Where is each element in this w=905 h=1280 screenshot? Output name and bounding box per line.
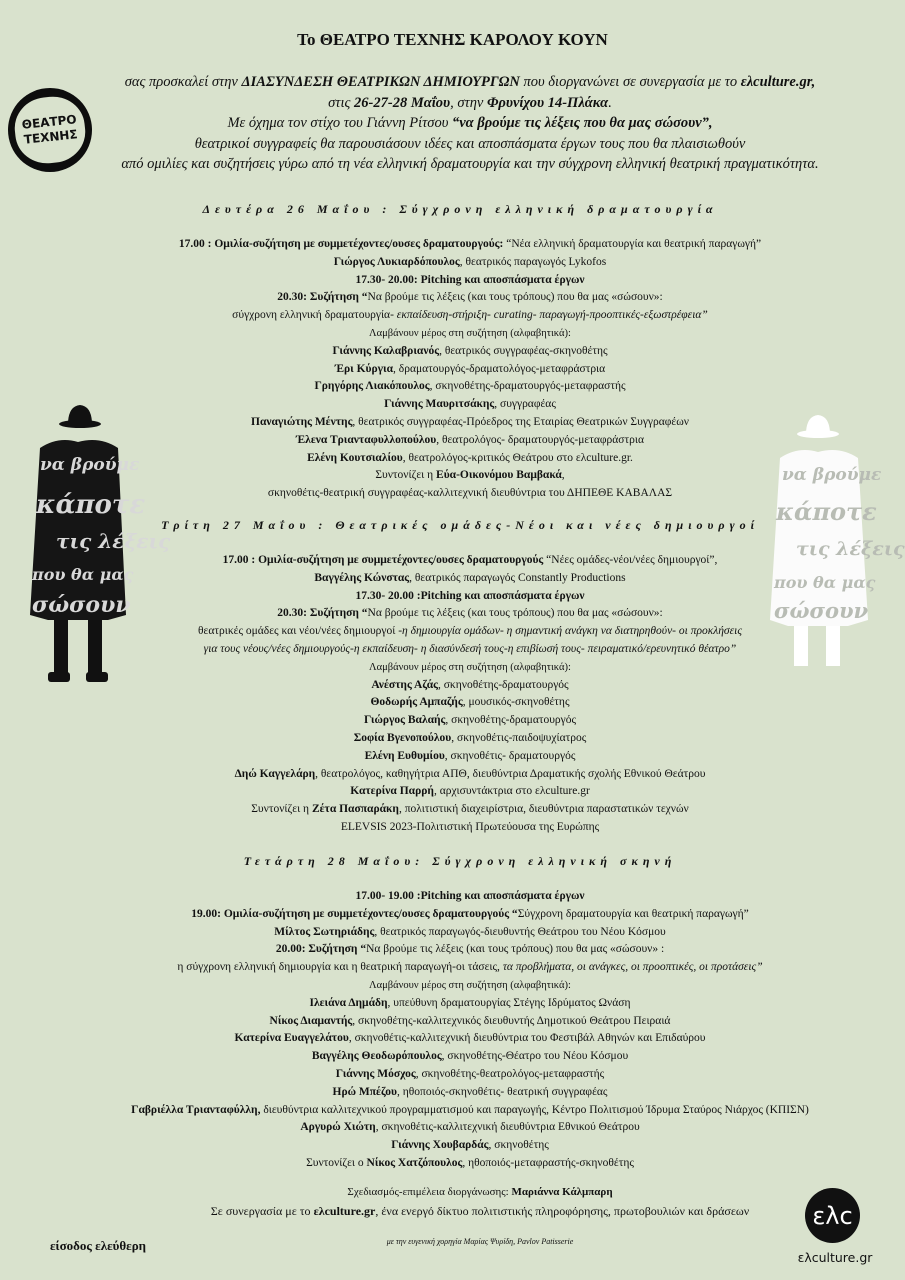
- program-line: [90, 570, 850, 588]
- day-3-heading: Τετάρτη 28 Μαΐου: Σύγχρονη ελληνική σκηνή: [243, 854, 677, 868]
- elculture-site-label: ελculture.gr: [797, 1250, 873, 1265]
- text-segment: “Νέες ομάδες-νέοι/νέες δημιουργοί”,: [543, 554, 718, 566]
- text-segment: Δηώ Καγγελάρη: [234, 767, 316, 780]
- text-segment: Μίλτος Σωτηριάδης: [274, 925, 375, 938]
- text-segment: , σκηνοθέτις-παιδοψυχίατρος: [451, 731, 587, 744]
- text-segment: , θεατρικός συγγραφέας-σκηνοθέτης: [439, 344, 608, 357]
- left-coat-text-5: σώσουν: [32, 592, 131, 618]
- program-line: [90, 766, 850, 784]
- text-segment: , πολιτιστική διαχειρίστρια, διευθύντρια παραστατικών τεχνών: [398, 803, 689, 816]
- program-line: [90, 1030, 850, 1048]
- text-segment: , σκηνοθέτις-καλλιτεχνική διευθύντρια του Φεστιβάλ Αθηνών και Επιδαύρου: [348, 1032, 706, 1045]
- text-segment: για τους νέους/νέες δημιουργούς-η εκπαίδευση- η διασύνδεσή τους-η επιβίωσή τους- πειραματικό/ερευνητικό θέατρο”: [203, 642, 737, 655]
- text-segment: διευθύντρια καλλιτεχνικού προγραμματισμού και παραγωγής, Κέντρο Πολιτισμού Ίδρυμα Σταύρος Νιάρχος (ΚΠΙΣΝ): [263, 1103, 809, 1116]
- text-segment: 20.30: Συζήτηση “: [277, 607, 368, 620]
- text-segment: , ηθοποιός-μεταφραστής-σκηνοθέτης: [462, 1156, 634, 1169]
- text-segment: Συντονίζει η: [251, 803, 312, 816]
- text-segment: Μαριάννα Κάλμπαρη: [511, 1186, 613, 1198]
- text-segment: Σε συνεργασία με το: [210, 1204, 314, 1218]
- text-segment: , σκηνοθέτης-δραματουργός: [437, 678, 569, 691]
- right-coat-text-4: που θα μας: [774, 573, 876, 592]
- text-segment: θεατρικές ομάδες και νέοι/νέες δημιουργοί -: [198, 625, 403, 638]
- design-credit: [150, 1186, 810, 1198]
- program-line: [90, 1102, 850, 1120]
- text-segment: εκπαίδευση-στήριξη- curating- παραγωγή-προοπτικές-εξωστρέφεια”: [396, 309, 708, 322]
- sponsor-credit: με την ευγενική χορηγία Μαρίας Ψυρίδη, Pavlov Patisserie: [386, 1237, 574, 1246]
- program-line: [90, 730, 850, 748]
- program-line: [90, 819, 850, 837]
- text-segment: Λαμβάνουν μέρος στη συζήτηση (αλφαβητικά):: [369, 327, 571, 339]
- program-line: [90, 289, 850, 307]
- program-line: [90, 552, 850, 570]
- intro-line-3: Με όχημα τον στίχο του Γιάννη Ρίτσου “να βρούμε τις λέξεις που θα μας σώσουν”,: [227, 115, 713, 131]
- logo-line-2: ΤΕΧΝΗΣ: [23, 127, 79, 147]
- text-segment: , σκηνοθέτης-δραματουργός: [445, 714, 577, 727]
- program-line: [90, 1066, 850, 1084]
- text-segment: “Νέα ελληνική δραματουργία και θεατρική παραγωγή”: [503, 238, 762, 250]
- text-segment: Κατερίνα Παρρή: [350, 785, 434, 798]
- program-line: [90, 906, 850, 924]
- program-line: [90, 623, 850, 641]
- day-1-program: [90, 236, 850, 503]
- text-segment: , θεατρολόγος-κριτικός Θεάτρου στο ελculture.gr.: [402, 451, 633, 464]
- text-segment: Νίκος Διαμαντής: [269, 1014, 353, 1027]
- intro-text: [70, 72, 870, 175]
- text-segment: Σύγχρονη δραματουργία και θεατρική παραγωγή”: [517, 907, 749, 920]
- text-segment: , σκηνοθέτης-καλλιτεχνικός διευθυντής Δημοτικού Θεάτρου Πειραιά: [352, 1014, 671, 1027]
- text-segment: 19.00: Ομιλία-συζήτηση με συμμετέχοντες/ουσες δραματουργούς “: [191, 907, 518, 920]
- text-segment: 17.30- 20.00 :Pitching και αποσπάσματα έργων: [355, 589, 585, 602]
- text-segment: , αρχισυντάκτρια στο ελculture.gr: [433, 785, 590, 798]
- text-segment: 17.00- 19.00 :Pitching και αποσπάσματα έργων: [355, 890, 585, 902]
- text-segment: Γιάννης Χουβαρδάς: [391, 1139, 489, 1152]
- day-2-program: [90, 552, 850, 837]
- text-segment: Ανέστης Αζάς: [371, 678, 438, 691]
- page-title: Το ΘΕΑΤΡΟ ΤΕΧΝΗΣ ΚΑΡΟΛΟΥ ΚΟΥΝ: [297, 30, 608, 49]
- program-line: [90, 307, 850, 325]
- text-segment: Λαμβάνουν μέρος στη συζήτηση (αλφαβητικά):: [369, 661, 571, 673]
- program-line: [90, 924, 850, 942]
- right-coat-text-1: να βρούμε: [782, 465, 882, 485]
- program-line: [90, 959, 850, 977]
- intro-line-5: από ομιλίες και συζητήσεις γύρω από τη νέα ελληνική δραματουργία και την σύγχρονη ελληνική θεατρική πραγματικότητα.: [121, 156, 819, 172]
- text-segment: , θεατρικός συγγραφέας-Πρόεδρος της Εταιρίας Θεατρικών Συγγραφέων: [352, 415, 689, 428]
- intro-line-4: θεατρικοί συγγραφείς θα παρουσιάσουν ιδέες και αποσπάσματα έργων τους που θα πλαισιωθούν: [194, 135, 746, 152]
- program-line: [90, 396, 850, 414]
- text-segment: Βαγγέλης Θεοδωρόπουλος: [311, 1050, 442, 1063]
- program-line: [90, 1119, 850, 1137]
- day-1-heading: Δευτέρα 26 Μαΐου : Σύγχρονη ελληνική δραματουργία: [202, 202, 718, 216]
- program-line: [90, 941, 850, 959]
- left-coat-text-2: κάποτε: [36, 490, 146, 520]
- text-segment: Ζέτα Πασπαράκη: [311, 803, 399, 816]
- text-segment: , θεατρικός παραγωγός-διευθυντής Θεάτρου του Νέου Κόσμου: [374, 925, 666, 938]
- text-segment: 17.00 : Ομιλία-συζήτηση με συμμετέχοντες/ουσες δραματουργούς: [222, 554, 544, 566]
- program-line: [90, 254, 850, 272]
- text-segment: 17.00 : Ομιλία-συζήτηση με συμμετέχοντες/ουσες δραματουργούς:: [178, 238, 504, 250]
- program-line: [90, 641, 850, 659]
- text-segment: τα προβλήματα, οι ανάγκες, οι προοπτικές, οι προτάσεις”: [502, 961, 763, 974]
- text-segment: Να βρούμε τις λέξεις (και τους τρόπους) που θα μας «σώσουν»:: [367, 607, 663, 620]
- text-segment: ελculture.gr: [313, 1204, 376, 1218]
- text-segment: Συντονίζει ο: [306, 1156, 367, 1169]
- text-segment: , υπεύθυνη δραματουργίας Στέγης Ιδρύματος Ωνάση: [387, 996, 631, 1009]
- text-segment: Κατερίνα Ευαγγελάτου: [234, 1032, 349, 1045]
- left-coat-text-4: που θα μας: [32, 565, 134, 584]
- program-line: [90, 588, 850, 606]
- intro-line-2: στις 26-27-28 Μαΐου, στην Φρυνίχου 14-Πλάκα.: [328, 94, 612, 111]
- text-segment: , σκηνοθέτης-θεατρολόγος-μεταφραστής: [415, 1067, 605, 1080]
- text-segment: , συγγραφέας: [494, 398, 556, 411]
- text-segment: Σοφία Βγενοπούλου: [353, 731, 452, 744]
- text-segment: Να βρούμε τις λέξεις (και τους τρόπους) που θα μας «σώσουν»:: [367, 291, 663, 304]
- text-segment: Έρι Κύργια: [334, 362, 394, 375]
- text-segment: Αργυρώ Χιώτη: [300, 1121, 376, 1134]
- intro-line-1: σας προσκαλεί στην ΔΙΑΣΥΝΔΕΣΗ ΘΕΑΤΡΙΚΩΝ ΔΗΜΙΟΥΡΓΩΝ που διοργανώνει σε συνεργασία με το ελculture.gr,: [124, 74, 816, 90]
- text-segment: Να βρούμε τις λέξεις (και τους τρόπους) που θα μας «σώσουν» :: [366, 943, 665, 956]
- text-segment: , σκηνοθέτης: [488, 1139, 549, 1152]
- text-segment: Γιώργος Λυκιαρδόπουλος: [333, 255, 460, 268]
- program-line: [90, 977, 850, 995]
- text-segment: Συντονίζει η: [375, 469, 437, 482]
- text-segment: ΕLEVSIS 2023-Πολιτιστική Πρωτεύουσα της Ευρώπης: [340, 820, 600, 833]
- text-segment: , σκηνοθέτης-δραματουργός-μεταφραστής: [429, 380, 626, 393]
- text-segment: Έλενα Τριανταφυλλοπούλου: [296, 433, 437, 446]
- text-segment: Σχεδιασμός-επιμέλεια διοργάνωσης:: [347, 1186, 512, 1198]
- left-coat-text-3: τις λέξεις: [56, 529, 171, 553]
- program-line: [90, 1137, 850, 1155]
- text-segment: , σκηνοθέτης-Θέατρο του Νέου Κόσμου: [441, 1050, 629, 1063]
- program-line: [90, 783, 850, 801]
- day-2-heading: Τρίτη 27 Μαΐου : Θεατρικές ομάδες-Νέοι και νέες δημιουργοί: [161, 518, 759, 532]
- program-line: [90, 272, 850, 290]
- text-segment: , σκηνοθέτις-καλλιτεχνική διευθύντρια Εθνικού Θεάτρου: [375, 1121, 640, 1134]
- text-segment: Γιάννης Μαυριτσάκης: [384, 398, 495, 411]
- text-segment: 20.30: Συζήτηση “: [277, 291, 368, 304]
- program-line: [90, 677, 850, 695]
- day-3-program: [90, 888, 850, 1173]
- program-line: [90, 748, 850, 766]
- program-line: [90, 694, 850, 712]
- text-segment: , θεατρολόγος- δραματουργός-μεταφράστρια: [436, 433, 644, 446]
- text-segment: , ηθοποιός-σκηνοθέτις- θεατρική συγγραφέας: [397, 1085, 608, 1098]
- program-line: [90, 1048, 850, 1066]
- text-segment: , ένα ενεργό δίκτυο πολιτιστικής πληροφόρησης, πρωτοβουλιών και δράσεων: [375, 1204, 750, 1218]
- logo-line-1: ΘΕΑΤΡΟ: [21, 112, 78, 132]
- text-segment: η σύγχρονη ελληνική δημιουργία και η θεατρική παραγωγή-οι τάσεις,: [177, 961, 503, 974]
- program-line: [90, 801, 850, 819]
- text-segment: Βαγγέλης Κώνστας: [314, 571, 410, 584]
- program-line: [90, 325, 850, 343]
- program-line: [90, 450, 850, 468]
- text-segment: Ιλειάνα Δημάδη: [309, 996, 388, 1009]
- text-segment: ,: [561, 469, 565, 482]
- text-segment: Γαβριέλλα Τριανταφύλλη,: [131, 1103, 264, 1116]
- text-segment: , δραματουργός-δραματολόγος-μεταφράστρια: [393, 362, 606, 375]
- text-segment: Λαμβάνουν μέρος στη συζήτηση (αλφαβητικά):: [369, 979, 571, 991]
- text-segment: σύγχρονη ελληνική δραματουργία-: [232, 309, 397, 322]
- elculture-logo: ελc: [805, 1188, 860, 1243]
- text-segment: Παναγιώτης Μέντης: [251, 415, 353, 428]
- partner-credit: [150, 1204, 810, 1219]
- text-segment: Νίκος Χατζόπουλος: [366, 1156, 463, 1169]
- text-segment: Εύα-Οικονόμου Βαμβακά: [436, 469, 562, 482]
- text-segment: Θοδωρής Αμπαζής: [370, 696, 463, 709]
- program-line: [90, 605, 850, 623]
- right-coat-text-2: κάποτε: [776, 497, 877, 526]
- program-line: [90, 361, 850, 379]
- program-line: [90, 1155, 850, 1173]
- program-line: [90, 888, 850, 906]
- program-line: [90, 485, 850, 503]
- text-segment: 20.00: Συζήτηση “: [275, 943, 367, 956]
- right-coat-text-3: τις λέξεις: [796, 538, 905, 560]
- text-segment: Ελένη Ευθυμίου: [364, 749, 445, 762]
- program-line: [90, 659, 850, 677]
- text-segment: Γιάννης Καλαβριανός: [332, 344, 440, 357]
- program-line: [90, 343, 850, 361]
- free-entry-label: είσοδος ελεύθερη: [50, 1238, 147, 1253]
- program-line: [90, 1084, 850, 1102]
- program-line: [90, 414, 850, 432]
- text-segment: Γιάννης Μόσχος: [335, 1067, 416, 1080]
- text-segment: 17.30- 20.00: Pitching και αποσπάσματα έργων: [355, 273, 585, 286]
- text-segment: η δημιουργία ομάδων- η σημαντική ανάγκη να διατηρηθούν- οι προκλήσεις: [402, 625, 742, 638]
- text-segment: Γιώργος Βαλαής: [363, 714, 446, 727]
- text-segment: , θεατρικός παραγωγός Constantly Productions: [409, 571, 626, 584]
- program-line: [90, 1013, 850, 1031]
- program-line: [90, 378, 850, 396]
- text-segment: , θεατρολόγος, καθηγήτρια ΑΠΘ, διευθύντρια Δραματικής σχολής Εθνικού Θεάτρου: [315, 767, 706, 780]
- text-segment: Γρηγόρης Λιακόπουλος: [314, 380, 430, 393]
- program-line: [90, 995, 850, 1013]
- text-segment: , μουσικός-σκηνοθέτης: [462, 696, 570, 709]
- text-segment: Ηρώ Μπέζου: [332, 1085, 398, 1098]
- left-coat-text-1: να βρούμε: [40, 455, 140, 475]
- program-line: [90, 236, 850, 254]
- program-line: [90, 712, 850, 730]
- text-segment: , σκηνοθέτις- δραματουργός: [444, 749, 576, 762]
- text-segment: σκηνοθέτις-θεατρική συγγραφέας-καλλιτεχνική διευθύντρια του ΔΗΠΕΘΕ ΚΑΒΑΛΑΣ: [267, 487, 673, 500]
- right-coat-text-5: σώσουν: [774, 598, 869, 623]
- program-line: [90, 467, 850, 485]
- text-segment: Ελένη Κουτσιαλίου: [307, 451, 403, 464]
- text-segment: , θεατρικός παραγωγός Lykofos: [459, 255, 607, 268]
- program-line: [90, 432, 850, 450]
